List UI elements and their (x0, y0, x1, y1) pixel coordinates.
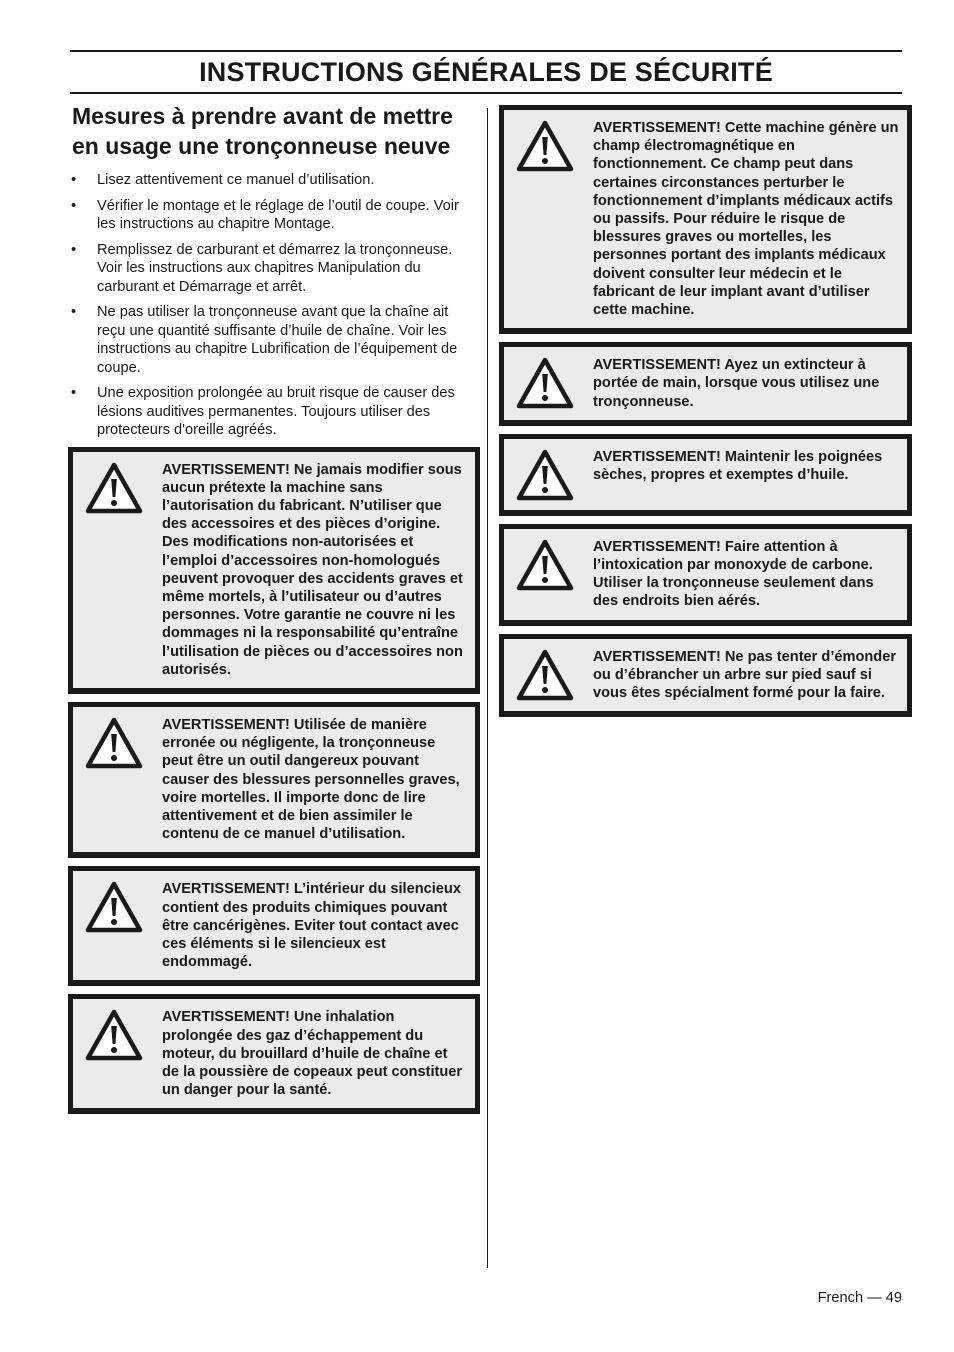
page-title: INSTRUCTIONS GÉNÉRALES DE SÉCURITÉ (199, 56, 773, 87)
page-header (70, 50, 902, 94)
bullet-icon: • (71, 241, 77, 258)
warning-text: AVERTISSEMENT! Maintenir les poignées sèches, propres et exemptes d’huile. (593, 448, 883, 484)
warning-text: AVERTISSEMENT! Une inhalation prolongée des gaz d’échappement du moteur, du brouillard d’huile de chaîne et de la poussière de copeaux peut constituer un danger pour la santé. (162, 1009, 463, 1099)
warning-box (499, 105, 912, 334)
warning-triangle-icon (85, 462, 145, 514)
warning-triangle-icon (85, 881, 145, 933)
warning-text: AVERTISSEMENT! L’intérieur du silencieux contient des produits chimiques pouvant être cancérigènes. Eviter tout contact avec ces éléments si le silencieux est endommagé. (162, 881, 461, 971)
list-item-text: Une exposition prolongée au bruit risque de causer des lésions auditives permanentes. Toujours utiliser des protecteurs d'oreille agréés. (97, 385, 455, 438)
column-divider (487, 108, 488, 1268)
left-column (68, 101, 480, 1122)
warning-box (68, 866, 480, 986)
bullet-icon: • (71, 304, 77, 320)
warning-triangle-icon (516, 120, 576, 172)
page-number: French — 49 (817, 1290, 902, 1306)
warning-box (499, 634, 912, 718)
warning-box (499, 434, 912, 516)
warning-triangle-icon (516, 649, 576, 701)
bullet-icon: • (71, 197, 77, 214)
list-item-text: Vérifier le montage et le réglage de l’outil de coupe. Voir les instructions au chapitre Montage. (97, 197, 459, 232)
warning-list-left (68, 447, 480, 1115)
warning-triangle-icon (516, 449, 576, 501)
list-item-text: Lisez attentivement ce manuel d’utilisation. (97, 172, 375, 188)
warning-box (499, 524, 912, 626)
list-item-text: Ne pas utiliser la tronçonneuse avant que la chaîne ait reçu une quantité suffisante d’huile de chaîne. Voir les instructions au chapitre Lubrification de l’équipement de coupe. (97, 304, 458, 376)
list-item (68, 303, 477, 377)
warning-text: AVERTISSEMENT! Ayez un extincteur à portée de main, lorsque vous utilisez une tronçonneuse. (593, 357, 880, 410)
warning-box (68, 994, 480, 1114)
warning-triangle-icon (85, 1009, 145, 1061)
bullet-icon: • (71, 385, 77, 401)
bullet-icon: • (71, 172, 77, 188)
warning-triangle-icon (516, 357, 576, 409)
warning-triangle-icon (516, 539, 576, 591)
list-item (68, 197, 477, 234)
warning-triangle-icon (85, 717, 145, 769)
list-item-text: Remplissez de carburant et démarrez la tronçonneuse. Voir les instructions aux chapitres Manipulation du carburant et Démarrage et arrêt. (97, 241, 453, 295)
warning-box (499, 342, 912, 426)
checklist (68, 171, 480, 440)
warning-box (68, 702, 480, 858)
warning-text: AVERTISSEMENT! Cette machine génère un champ électromagnétique en fonctionnement. Ce champ peut dans certaines circonstances perturber le fonctionnement d’implants médicaux actifs ou passifs. Pour réduire le risque de blessures graves ou mortelles, les personnes portant des implants médicaux doivent consulter leur médecin et le fabricant de leur implant avant d’utiliser cette machine. (593, 120, 899, 319)
list-item (68, 384, 477, 440)
warning-text: AVERTISSEMENT! Utilisée de manière erronée ou négligente, la tronçonneuse peut être un outil dangereux pouvant causer des blessures personnelles graves, voire mortelles. Il importe donc de lire attentivement et de bien assimiler le contenu de ce manuel d’utilisation. (162, 716, 460, 843)
warning-box (68, 447, 480, 694)
list-item (68, 241, 477, 297)
warning-text: AVERTISSEMENT! Ne jamais modifier sous aucun prétexte la machine sans l’autorisation du fabricant. N’utiliser que des accessoires et des pièces d’origine. Des modifications non-autorisées et l’emploi d’accessoires non-homologués peuvent provoquer des accidents graves et même mortels, à l’utilisateur ou d’autres personnes. Votre garantie ne couvre ni les dommages ni la responsabilité qu’entraîne l’utilisation de pièces ou d’accessoires non autorisés. (162, 461, 463, 678)
right-column (499, 105, 912, 725)
warning-text: AVERTISSEMENT! Ne pas tenter d’émonder ou d’ébrancher un arbre sur pied sauf si vous êtes spécialment formé pour la faire. (593, 648, 897, 702)
warning-text: AVERTISSEMENT! Faire attention à l’intoxication par monoxyde de carbone. Utiliser la tronçonneuse seulement dans des endroits bien aérés. (593, 538, 874, 610)
list-item (68, 171, 477, 190)
section-title: Mesures à prendre avant de mettre en usage une tronçonneuse neuve (72, 103, 453, 159)
